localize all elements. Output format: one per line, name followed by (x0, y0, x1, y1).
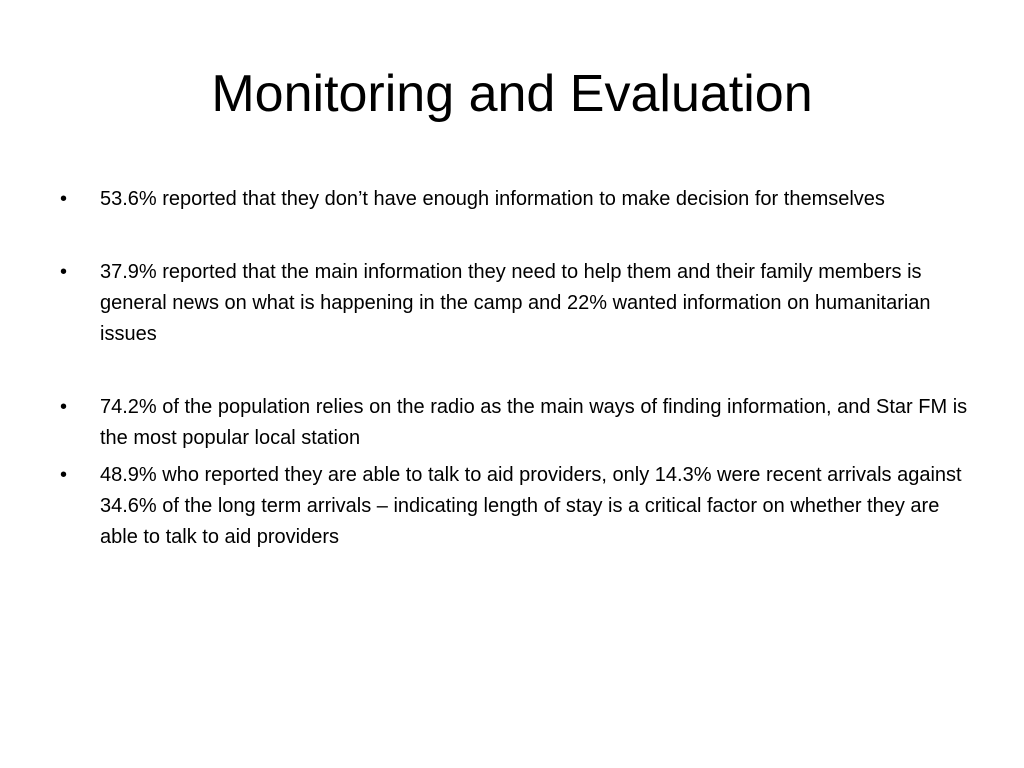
slide-title: Monitoring and Evaluation (211, 65, 813, 123)
bullet-text-2: 37.9% reported that the main information they need to help them and their family members is general news on what is happening in the camp and 22% wanted information on humanitarian issues (100, 261, 931, 345)
bullet-list (58, 184, 970, 553)
bullet-item-2 (58, 257, 970, 350)
bullet-item-4 (58, 460, 970, 553)
bullet-text-3: 74.2% of the population relies on the radio as the main ways of finding information, and Star FM is the most popular local station (100, 396, 968, 449)
bullet-point-icon: • (60, 464, 68, 486)
bullet-point-icon: • (60, 188, 68, 210)
bullet-item-1 (58, 184, 970, 215)
bullet-text-1: 53.6% reported that they don’t have enough information to make decision for themselves (100, 188, 885, 210)
bullet-point-icon: • (60, 396, 68, 418)
bullet-point-icon: • (60, 261, 68, 283)
bullet-text-4: 48.9% who reported they are able to talk to aid providers, only 14.3% were recent arrivals against 34.6% of the long term arrivals – indicating length of stay is a critical factor on whether they are able to talk to aid providers (100, 464, 962, 548)
bullet-item-3 (58, 392, 970, 454)
